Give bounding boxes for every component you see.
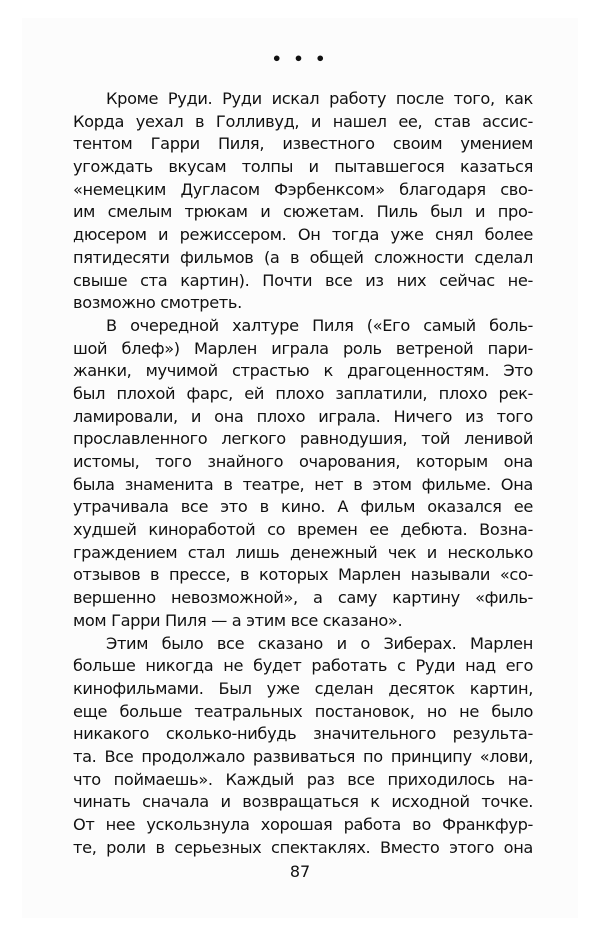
text-line: была знаменита в театре, нет в этом фильме. Она bbox=[73, 474, 533, 494]
text-line: отзывов в прессе, в которых Марлен называли «со- bbox=[73, 565, 533, 585]
text-line: больше никогда не будет работать с Руди над его bbox=[73, 656, 533, 676]
text-line: что поймаешь». Каждый раз все приходилось на- bbox=[73, 769, 533, 789]
text-line: та. Все продолжало развиваться по принципу «лови, bbox=[73, 746, 533, 766]
text-line: угождать вкусам толпы и пытавшегося казаться bbox=[73, 157, 533, 177]
text-line: «немецким Дугласом Фэрбенксом» благодаря сво- bbox=[73, 179, 533, 199]
text-line: граждением стал лишь денежный чек и несколько bbox=[73, 542, 533, 562]
text-line: истомы, того знайного очарования, которым она bbox=[73, 452, 533, 471]
text-line: дюсером и режиссером. Он тогда уже снял более bbox=[73, 225, 533, 245]
text-line: пятидесяти фильмов (а в общей сложности сделал bbox=[73, 247, 533, 267]
text-line: утрачивала все это в кино. А фильм оказался ее bbox=[73, 497, 533, 517]
text-line: В очередной халтуре Пиля («Его самый боль- bbox=[106, 315, 533, 335]
body-text bbox=[73, 88, 533, 859]
text-line: Кроме Руди. Руди искал работу после того, как bbox=[106, 89, 533, 108]
text-line: мом Гарри Пиля — а этим все сказано». bbox=[73, 610, 403, 630]
text-line: шой блеф») Марлен играла роль ветреной пари- bbox=[73, 338, 533, 358]
section-separator: • • • bbox=[271, 49, 329, 68]
text-line: тентом Гарри Пиля, известного своим умением bbox=[73, 134, 533, 154]
text-line: еще больше театральных постановок, но не было bbox=[73, 701, 533, 721]
text-line: чинать сначала и возвращаться к исходной точке. bbox=[73, 792, 533, 812]
text-line: никакого сколько-нибудь значительного результа- bbox=[73, 724, 533, 744]
text-line: Корда уехал в Голливуд, и нашел ее, став ассис- bbox=[73, 111, 533, 131]
text-line: возможно смотреть. bbox=[73, 293, 242, 313]
page-number: 87 bbox=[289, 862, 311, 881]
text-line: Этим было все сказано и о Зиберах. Марлен bbox=[106, 633, 533, 653]
text-line: свыше ста картин). Почти все из них сейчас не- bbox=[73, 270, 533, 290]
text-line: те, роли в серьезных спектаклях. Вместо этого она bbox=[73, 837, 533, 857]
text-line: От нее ускользнула хорошая работа во Франкфур- bbox=[73, 815, 533, 834]
text-line: жанки, мучимой страстью к драгоценностям. Это bbox=[73, 361, 533, 381]
text-line: кинофильмами. Был уже сделан десяток картин, bbox=[73, 678, 533, 698]
text-line: худшей киноработой со времен ее дебюта. Возна- bbox=[73, 520, 533, 540]
text-line: прославленного легкого равнодушия, той ленивой bbox=[73, 429, 533, 449]
text-line: был плохой фарс, ей плохо заплатили, плохо рек- bbox=[73, 383, 533, 403]
text-line: ламировали, и она плохо играла. Ничего из того bbox=[73, 406, 533, 426]
text-line: вершенно невозможной», а саму картину «филь- bbox=[73, 588, 533, 608]
text-line: им смелым трюкам и сюжетам. Пиль был и про- bbox=[73, 202, 533, 222]
